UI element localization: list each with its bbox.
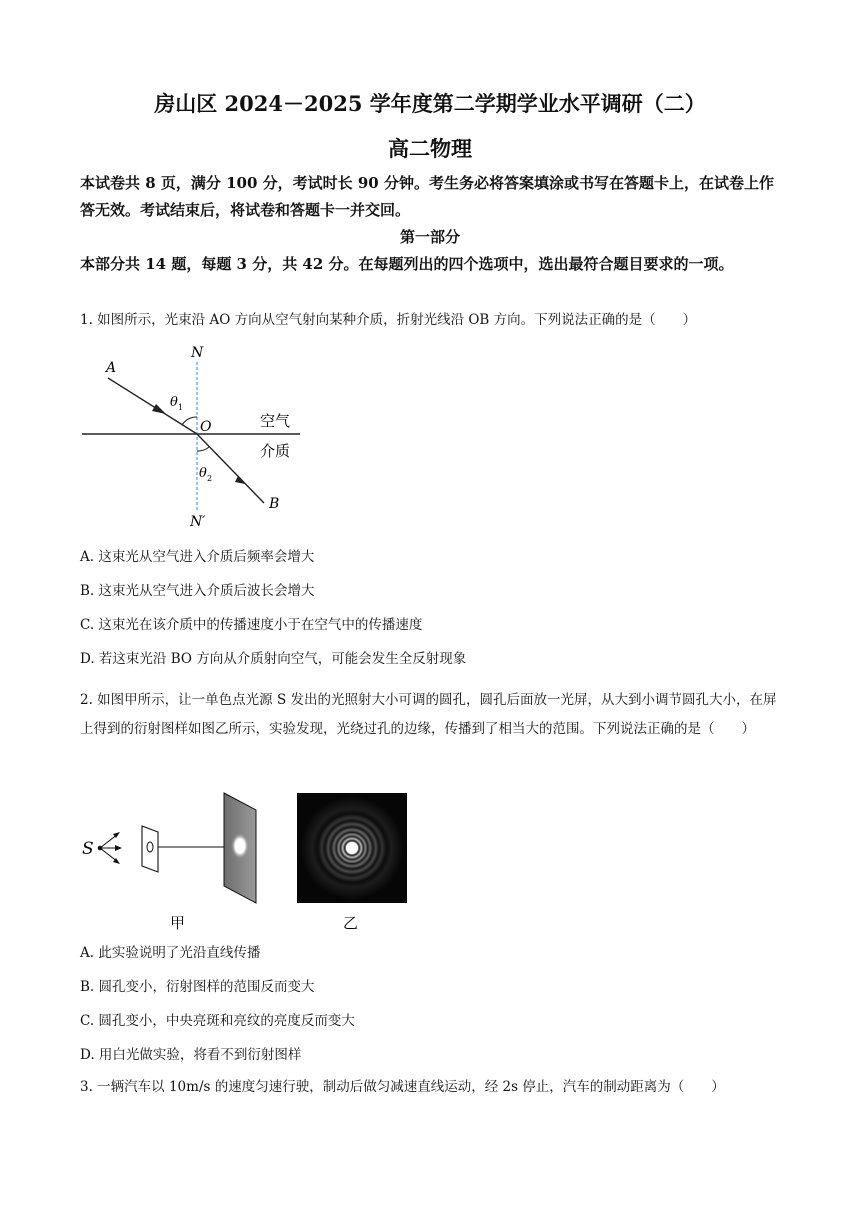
label-theta1: θ [170, 395, 178, 410]
label-B: B [269, 496, 280, 512]
question-1-option-c: C. 这束光在该介质中的传播速度小于在空气中的传播速度 [80, 617, 423, 633]
label-theta2-sub: 2 [207, 474, 213, 483]
question-1-option-a: A. 这束光从空气进入介质后频率会增大 [80, 549, 315, 565]
label-air: 空气 [260, 412, 291, 430]
exam-subject: 高二物理 [388, 136, 472, 161]
label-medium: 介质 [260, 442, 291, 460]
diffraction-setup-diagram [78, 788, 418, 936]
question-1-option-d: D. 若这束光沿 BO 方向从介质射向空气，可能会发生全反射现象 [80, 651, 467, 667]
label-jia: 甲 [170, 914, 186, 932]
label-A: A [106, 360, 117, 376]
refraction-diagram [78, 340, 318, 535]
question-2-option-d: D. 用白光做实验，将看不到衍射图样 [80, 1047, 302, 1063]
exam-instructions: 本试卷共 8 页，满分 100 分，考试时长 90 分钟。考生务必将答案填涂或书写在答题卡上，在试卷上作答无效。考试结束后，将试卷和答题卡一并交回。 [80, 174, 774, 219]
label-yi: 乙 [343, 914, 359, 932]
question-2-option-a: A. 此实验说明了光沿直线传播 [80, 945, 261, 961]
label-theta2: θ [199, 466, 207, 481]
part-heading: 第一部分 [399, 228, 460, 246]
question-1-stem: 1. 如图所示，光束沿 AO 方向从空气射向某种介质，折射光线沿 OB 方向。下列说法正确的是（ ） [80, 312, 697, 328]
label-S: S [82, 839, 94, 859]
label-N: N [191, 345, 204, 361]
exam-title: 房山区 2024－2025 学年度第二学期学业水平调研（二） [154, 91, 706, 116]
question-2-stem: 2. 如图甲所示，让一单色点光源 S 发出的光照射大小可调的圆孔，圆孔后面放一光屏，从大到小调节圆孔大小，在屏上得到的衍射图样如图乙所示，实验发现，光绕过孔的边缘，传播到了相当大的范围。下列说法正确的是（ ） [80, 692, 777, 737]
question-2-option-c: C. 圆孔变小，中央亮斑和亮纹的亮度反而变大 [80, 1013, 355, 1029]
question-3-stem: 3. 一辆汽车以 10m/s 的速度匀速行驶，制动后做匀减速直线运动，经 2s 停止，汽车的制动距离为（ ） [80, 1079, 725, 1095]
label-N-prime: N′ [190, 514, 206, 530]
part-description: 本部分共 14 题，每题 3 分，共 42 分。在每题列出的四个选项中，选出最符合题目要求的一项。 [80, 255, 734, 273]
label-theta1-sub: 1 [178, 403, 184, 412]
question-1-option-b: B. 这束光从空气进入介质后波长会增大 [80, 583, 315, 599]
question-2-option-b: B. 圆孔变小，衍射图样的范围反而变大 [80, 979, 315, 995]
label-O: O [200, 419, 212, 435]
